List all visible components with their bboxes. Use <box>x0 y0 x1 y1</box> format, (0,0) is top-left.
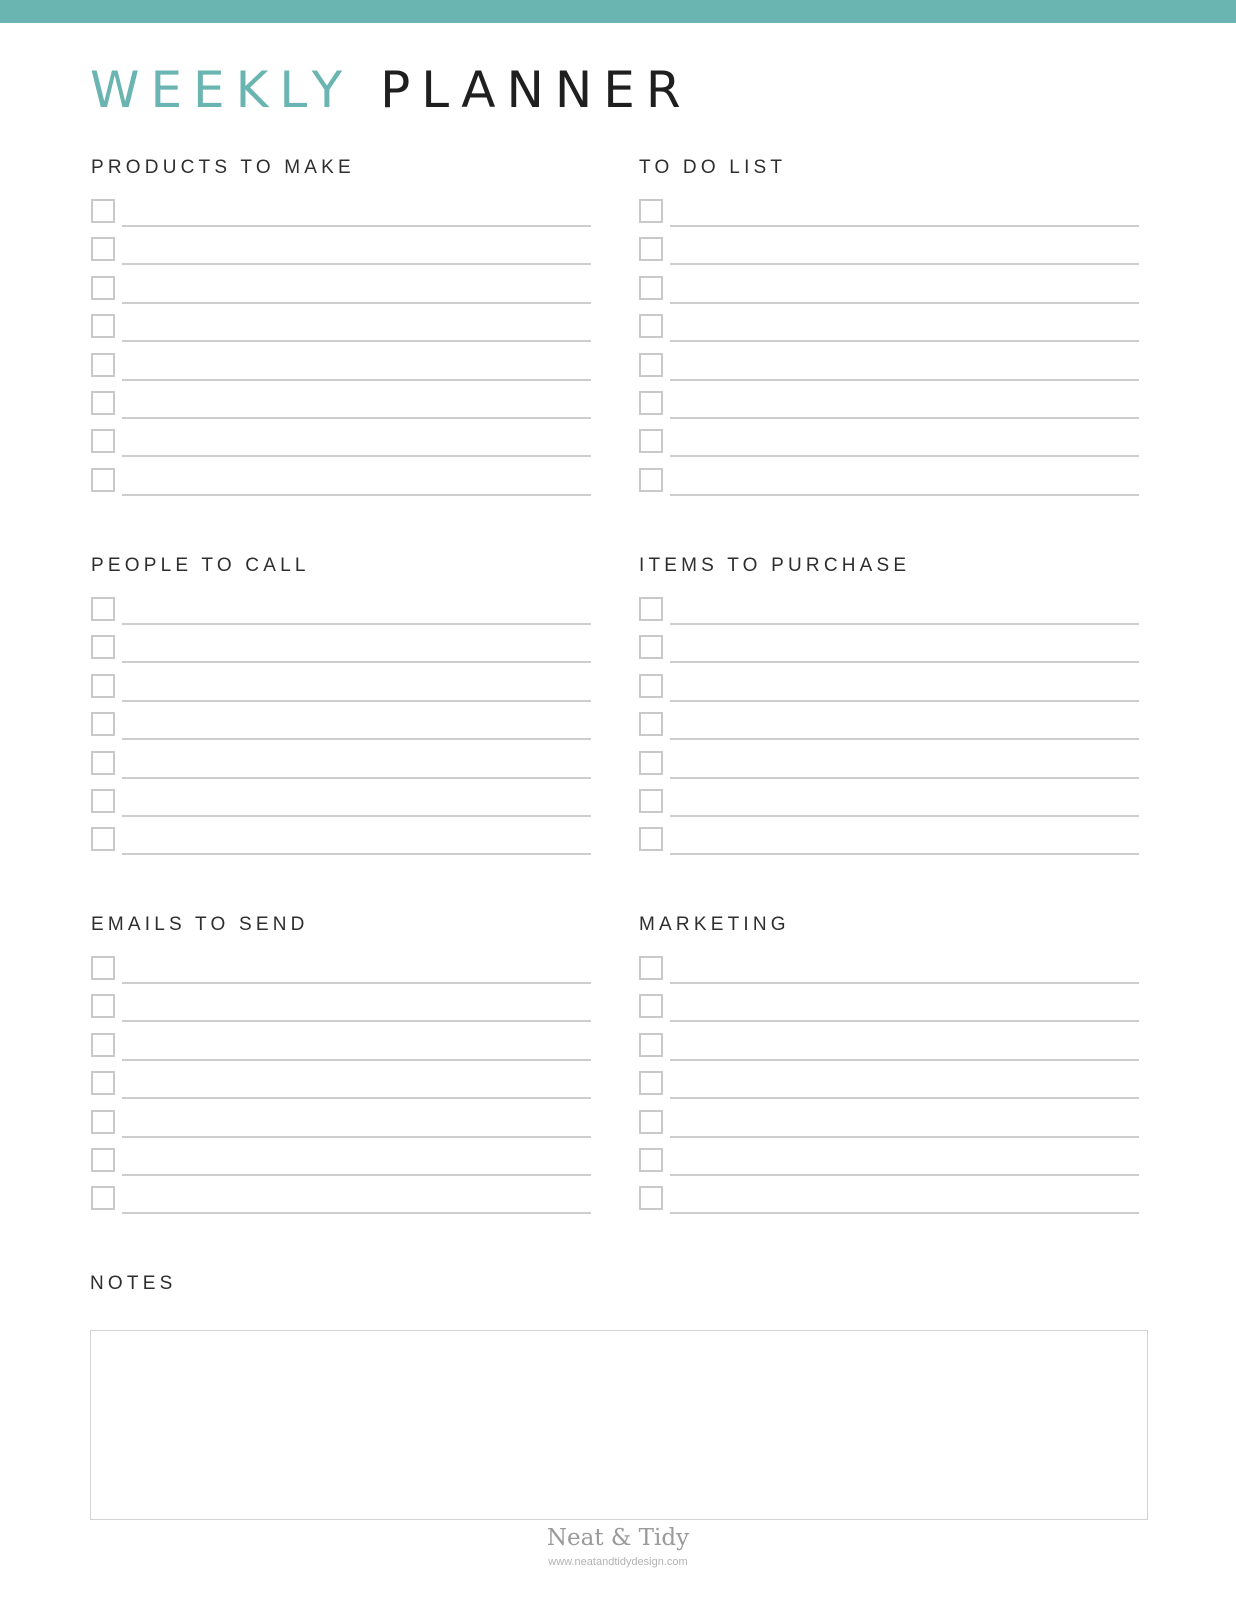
notes-title: NOTES <box>90 1273 177 1294</box>
checkbox[interactable] <box>639 199 663 223</box>
write-line[interactable] <box>670 225 1139 227</box>
checklist <box>91 956 591 1225</box>
write-line[interactable] <box>670 1136 1139 1138</box>
checkbox[interactable] <box>91 1071 115 1095</box>
section-title: MARKETING <box>639 914 790 935</box>
checkbox[interactable] <box>639 751 663 775</box>
checklist-row <box>639 199 1139 237</box>
checkbox[interactable] <box>639 712 663 736</box>
checkbox[interactable] <box>91 391 115 415</box>
checklist-row <box>91 1186 591 1224</box>
checklist-row <box>639 751 1139 789</box>
write-line[interactable] <box>122 455 591 457</box>
checklist-row <box>639 827 1139 865</box>
write-line[interactable] <box>670 623 1139 625</box>
section-people-to-call <box>91 555 591 577</box>
write-line[interactable] <box>670 1212 1139 1214</box>
write-line[interactable] <box>670 777 1139 779</box>
write-line[interactable] <box>122 1020 591 1022</box>
section-marketing <box>639 914 1139 936</box>
checklist-row <box>91 429 591 467</box>
checklist-row <box>91 1110 591 1148</box>
checklist-row <box>91 199 591 237</box>
footer-brand-logo: Neat & Tidy <box>546 1525 690 1551</box>
checklist-row <box>639 353 1139 391</box>
checklist-row <box>91 468 591 506</box>
section-to-do-list <box>639 157 1139 179</box>
checklist-row <box>639 635 1139 673</box>
notes-box[interactable] <box>90 1330 1148 1520</box>
checkbox[interactable] <box>91 956 115 980</box>
checkbox[interactable] <box>639 827 663 851</box>
checklist-row <box>639 674 1139 712</box>
write-line[interactable] <box>122 982 591 984</box>
write-line[interactable] <box>122 1212 591 1214</box>
write-line[interactable] <box>670 1020 1139 1022</box>
checklist-row <box>639 956 1139 994</box>
checkbox[interactable] <box>639 994 663 1018</box>
checklist-row <box>91 994 591 1032</box>
checklist-row <box>639 1148 1139 1186</box>
write-line[interactable] <box>122 853 591 855</box>
checkbox[interactable] <box>91 994 115 1018</box>
write-line[interactable] <box>670 1097 1139 1099</box>
write-line[interactable] <box>122 1059 591 1061</box>
write-line[interactable] <box>670 340 1139 342</box>
checkbox[interactable] <box>639 789 663 813</box>
checkbox[interactable] <box>91 237 115 261</box>
write-line[interactable] <box>122 623 591 625</box>
write-line[interactable] <box>670 700 1139 702</box>
checkbox[interactable] <box>639 1071 663 1095</box>
write-line[interactable] <box>670 738 1139 740</box>
checklist-row <box>91 635 591 673</box>
checklist-row <box>639 712 1139 750</box>
write-line[interactable] <box>122 661 591 663</box>
checklist-row <box>91 751 591 789</box>
checklist-row <box>639 1033 1139 1071</box>
checklist-row <box>639 276 1139 314</box>
checklist-row <box>639 314 1139 352</box>
checkbox[interactable] <box>91 1033 115 1057</box>
checkbox[interactable] <box>639 429 663 453</box>
checklist-row <box>639 429 1139 467</box>
checklist-row <box>639 994 1139 1032</box>
checklist-row <box>91 597 591 635</box>
write-line[interactable] <box>122 700 591 702</box>
write-line[interactable] <box>670 455 1139 457</box>
page-title-main: PLANNER <box>380 61 692 119</box>
footer-url: www.neatandtidydesign.com <box>548 1556 688 1568</box>
checklist-row <box>91 674 591 712</box>
checkbox[interactable] <box>639 597 663 621</box>
checkbox[interactable] <box>639 1186 663 1210</box>
checklist-row <box>91 712 591 750</box>
write-line[interactable] <box>122 1174 591 1176</box>
section-title: PEOPLE TO CALL <box>91 555 310 576</box>
write-line[interactable] <box>670 263 1139 265</box>
write-line[interactable] <box>122 417 591 419</box>
section-title: PRODUCTS TO MAKE <box>91 157 355 178</box>
checkbox[interactable] <box>639 1110 663 1134</box>
checklist-row <box>91 391 591 429</box>
checkbox[interactable] <box>639 237 663 261</box>
checkbox[interactable] <box>639 635 663 659</box>
checkbox[interactable] <box>639 1148 663 1172</box>
checklist-row <box>91 1148 591 1186</box>
checkbox[interactable] <box>91 276 115 300</box>
checkbox[interactable] <box>91 1110 115 1134</box>
checkbox[interactable] <box>91 635 115 659</box>
write-line[interactable] <box>670 853 1139 855</box>
checklist-row <box>639 468 1139 506</box>
write-line[interactable] <box>122 738 591 740</box>
write-line[interactable] <box>122 777 591 779</box>
checklist-row <box>91 353 591 391</box>
checklist <box>639 199 1139 506</box>
checklist-row <box>639 789 1139 827</box>
checkbox[interactable] <box>639 674 663 698</box>
checkbox[interactable] <box>91 1186 115 1210</box>
checkbox[interactable] <box>91 314 115 338</box>
write-line[interactable] <box>670 815 1139 817</box>
checklist-row <box>91 314 591 352</box>
section-products-to-make <box>91 157 591 179</box>
checkbox[interactable] <box>639 353 663 377</box>
checkbox[interactable] <box>91 712 115 736</box>
write-line[interactable] <box>670 1059 1139 1061</box>
write-line[interactable] <box>670 1174 1139 1176</box>
checkbox[interactable] <box>91 429 115 453</box>
write-line[interactable] <box>122 263 591 265</box>
write-line[interactable] <box>122 815 591 817</box>
section-items-to-purchase <box>639 555 1139 577</box>
write-line[interactable] <box>122 379 591 381</box>
write-line[interactable] <box>122 225 591 227</box>
write-line[interactable] <box>670 417 1139 419</box>
checklist-row <box>639 237 1139 275</box>
checkbox[interactable] <box>91 353 115 377</box>
checklist <box>639 597 1139 866</box>
write-line[interactable] <box>122 1097 591 1099</box>
write-line[interactable] <box>670 982 1139 984</box>
checklist-row <box>91 237 591 275</box>
checklist-row <box>91 276 591 314</box>
section-emails-to-send <box>91 914 591 936</box>
checkbox[interactable] <box>639 314 663 338</box>
write-line[interactable] <box>670 302 1139 304</box>
checklist-row <box>639 1110 1139 1148</box>
checklist-row <box>91 1033 591 1071</box>
checkbox[interactable] <box>639 1033 663 1057</box>
checkbox[interactable] <box>91 1148 115 1172</box>
checkbox[interactable] <box>91 674 115 698</box>
section-title: ITEMS TO PURCHASE <box>639 555 911 576</box>
top-accent-bar <box>0 0 1236 23</box>
checkbox[interactable] <box>639 956 663 980</box>
checklist-row <box>639 391 1139 429</box>
checklist-row <box>91 956 591 994</box>
checklist-row <box>639 597 1139 635</box>
checklist-row <box>639 1071 1139 1109</box>
checkbox[interactable] <box>91 827 115 851</box>
write-line[interactable] <box>122 340 591 342</box>
checklist <box>639 956 1139 1225</box>
checkbox[interactable] <box>91 789 115 813</box>
write-line[interactable] <box>122 494 591 496</box>
page-title-accent: WEEKLY <box>90 61 354 119</box>
checklist <box>91 597 591 866</box>
write-line[interactable] <box>122 302 591 304</box>
checkbox[interactable] <box>91 597 115 621</box>
write-line[interactable] <box>670 494 1139 496</box>
checkbox[interactable] <box>91 468 115 492</box>
section-title: TO DO LIST <box>639 157 787 178</box>
checkbox[interactable] <box>91 751 115 775</box>
checklist <box>91 199 591 506</box>
checklist-row <box>639 1186 1139 1224</box>
write-line[interactable] <box>670 661 1139 663</box>
checklist-row <box>91 1071 591 1109</box>
checkbox[interactable] <box>639 276 663 300</box>
checklist-row <box>91 789 591 827</box>
checkbox[interactable] <box>91 199 115 223</box>
checkbox[interactable] <box>639 391 663 415</box>
checkbox[interactable] <box>639 468 663 492</box>
write-line[interactable] <box>670 379 1139 381</box>
write-line[interactable] <box>122 1136 591 1138</box>
checklist-row <box>91 827 591 865</box>
section-title: EMAILS TO SEND <box>91 914 309 935</box>
page-title <box>90 60 692 120</box>
